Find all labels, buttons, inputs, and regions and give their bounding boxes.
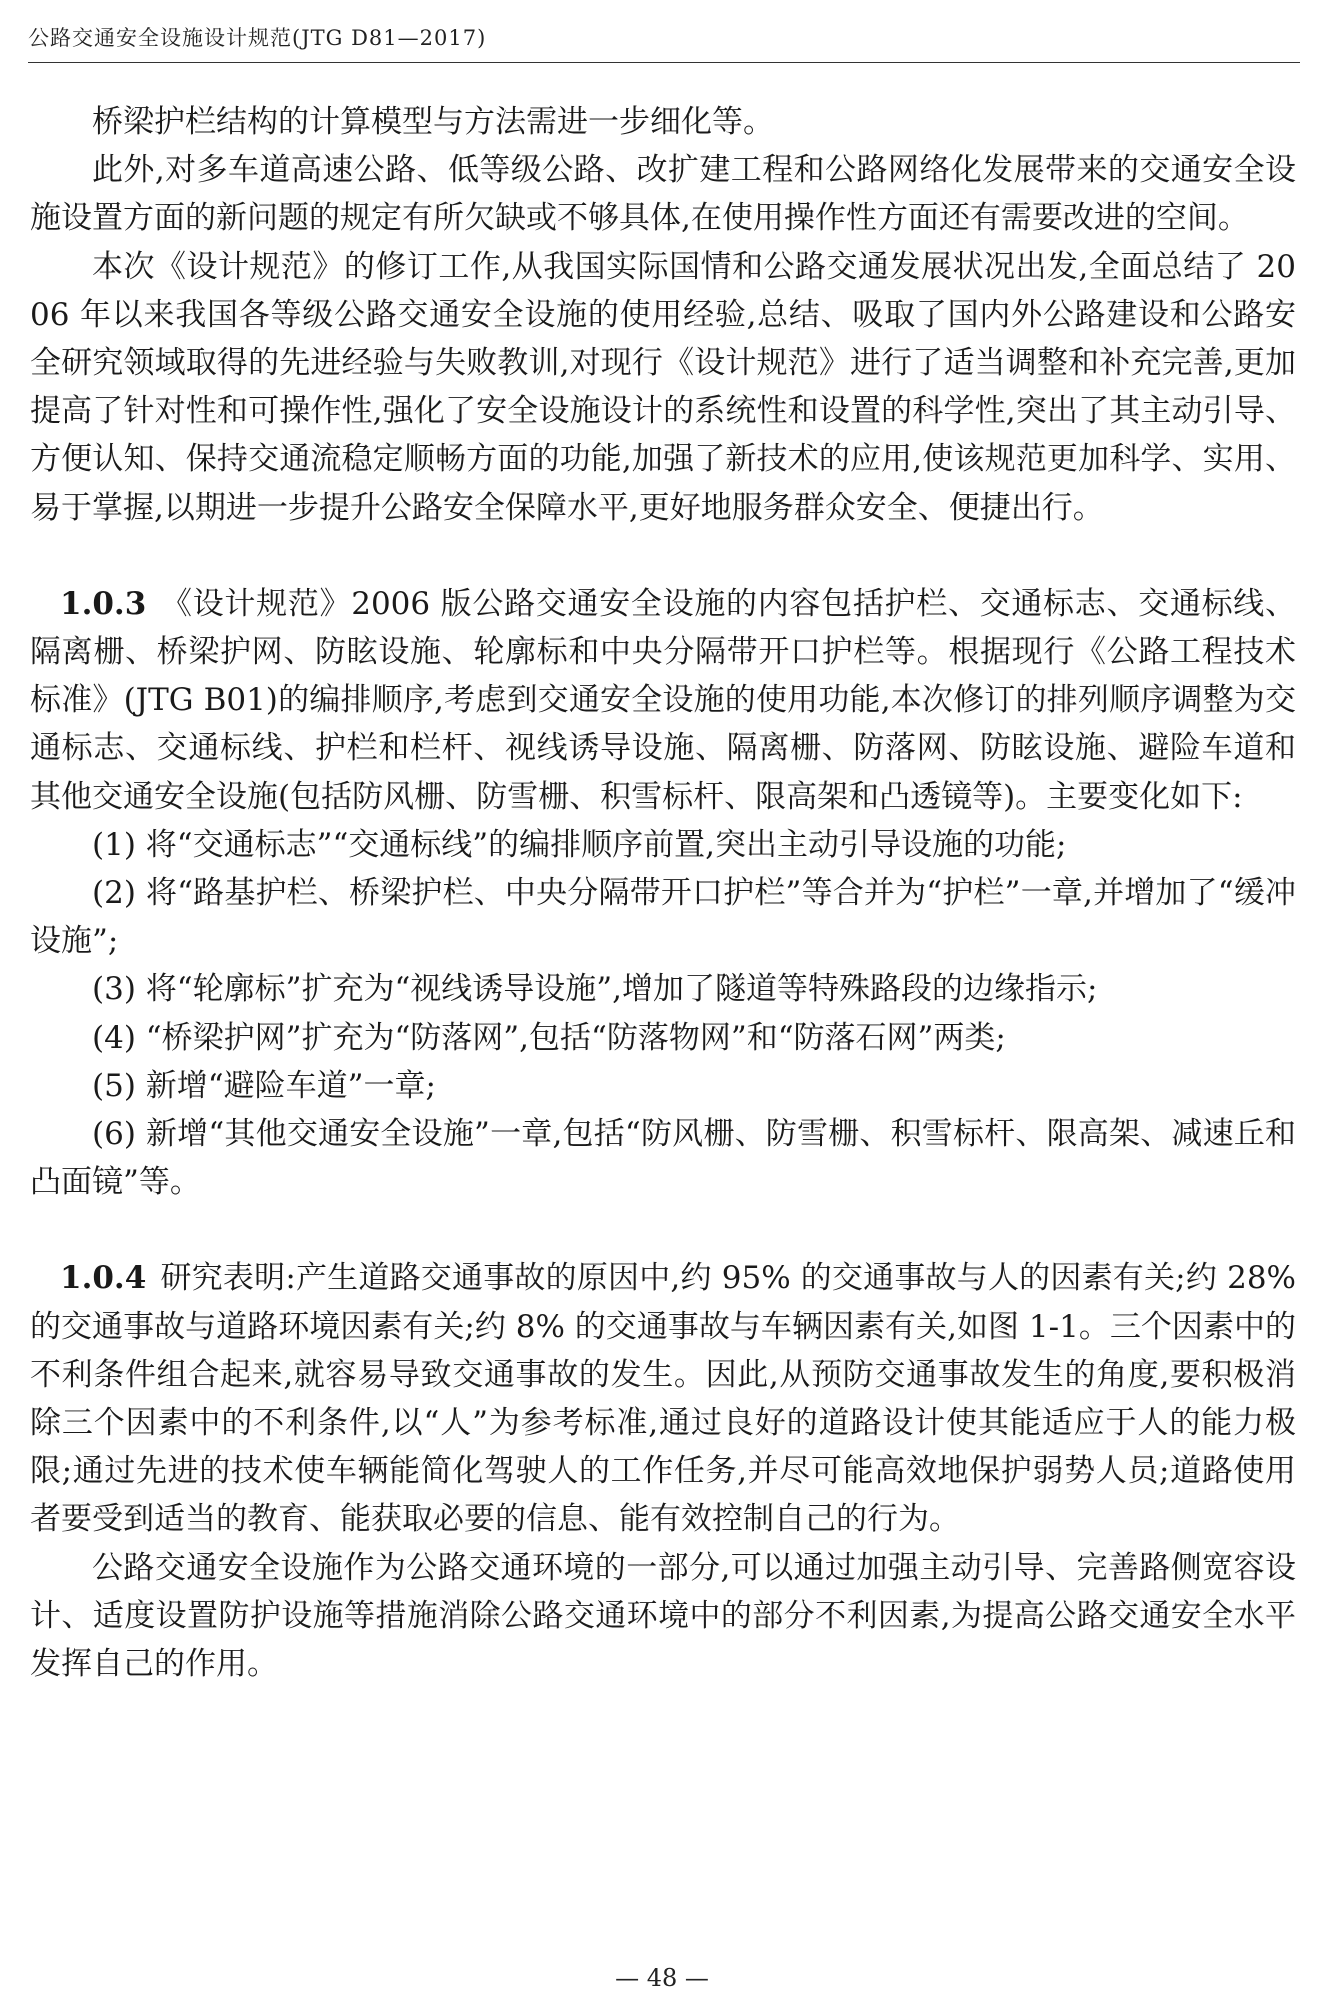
section-gap bbox=[30, 1206, 1296, 1254]
page-number: — 48 — bbox=[615, 1964, 709, 1992]
clause-text: 研究表明:产生道路交通事故的原因中,约 95% 的交通事故与人的因素有关;约 28% 的交通事故与道路环境因素有关;约 8% 的交通事故与车辆因素有关,如图 1-1。三个因素中的不利条件组合起来,就容易导致交通事故的发生。因此,从预防交通事故发生的角度,要积极消除三个因素中的不利条件,以“人”为参考标准,通过良好的道路设计使其能适应于人的能力极限;通过先进的技术使车辆能简化驾驶人的工作任务,并尽可能高效地保护弱势人员;道路使用者要受到适当的教育、能获取必要的信息、能有效控制自己的行为。 bbox=[30, 1260, 1296, 1538]
paragraph: 此外,对多车道高速公路、低等级公路、改扩建工程和公路网络化发展带来的交通安全设施设置方面的新问题的规定有所欠缺或不够具体,在使用操作性方面还有需要改进的空间。 bbox=[30, 152, 1296, 237]
list-item: (2) 将“路基护栏、桥梁护栏、中央分隔带开口护栏”等合并为“护栏”一章,并增加了“缓冲设施”; bbox=[30, 875, 1296, 960]
paragraph: 桥梁护栏结构的计算模型与方法需进一步细化等。 bbox=[92, 104, 774, 140]
list-item: (6) 新增“其他交通安全设施”一章,包括“防风栅、防雪栅、积雪标杆、限高架、减速丘和凸面镜”等。 bbox=[30, 1116, 1296, 1201]
list-item: (5) 新增“避险车道”一章; bbox=[92, 1067, 436, 1104]
list-item: (4) “桥梁护网”扩充为“防落网”,包括“防落物网”和“防落石网”两类; bbox=[92, 1019, 1006, 1056]
section-gap bbox=[30, 532, 1296, 580]
list-item: (3) 将“轮廓标”扩充为“视线诱导设施”,增加了隧道等特殊路段的边缘指示; bbox=[92, 971, 1098, 1008]
clause-1-0-4 bbox=[30, 1254, 1296, 1543]
clause-number: 1.0.4 bbox=[60, 1260, 147, 1297]
clause-number: 1.0.3 bbox=[60, 585, 147, 622]
clause-1-0-3 bbox=[30, 580, 1296, 821]
clause-text: 《设计规范》2006 版公路交通安全设施的内容包括护栏、交通标志、交通标线、隔离栅、桥梁护网、防眩设施、轮廓标和中央分隔带开口护栏等。根据现行《公路工程技术标准》(JTG B01)的编排顺序,考虑到交通安全设施的使用功能,本次修订的排列顺序调整为交通标志、交通标线、护栏和栏杆、视线诱导设施、隔离栅、防落网、防眩设施、避险车道和其他交通安全设施(包括防风栅、防雪栅、积雪标杆、限高架和凸透镜等)。主要变化如下: bbox=[30, 585, 1296, 815]
list-item: (1) 将“交通标志”“交通标线”的编排顺序前置,突出主动引导设施的功能; bbox=[92, 826, 1067, 863]
running-header: 公路交通安全设施设计规范(JTG D81—2017) bbox=[28, 22, 1300, 63]
paragraph: 公路交通安全设施作为公路交通环境的一部分,可以通过加强主动引导、完善路侧宽容设计、适度设置防护设施等措施消除公路交通环境中的部分不利因素,为提高公路交通安全水平发挥自己的作用。 bbox=[30, 1549, 1296, 1683]
paragraph: 本次《设计规范》的修订工作,从我国实际国情和公路交通发展状况出发,全面总结了 2006 年以来我国各等级公路交通安全设施的使用经验,总结、吸取了国内外公路建设和公路安全研究领域取得的先进经验与失败教训,对现行《设计规范》进行了适当调整和补充完善,更加提高了针对性和可操作性,强化了安全设施设计的系统性和设置的科学性,突出了其主动引导、方便认知、保持交通流稳定顺畅方面的功能,加强了新技术的应用,使该规范更加科学、实用、易于掌握,以期进一步提升公路安全保障水平,更好地服务群众安全、便捷出行。 bbox=[30, 248, 1296, 526]
page-body bbox=[30, 98, 1296, 1688]
